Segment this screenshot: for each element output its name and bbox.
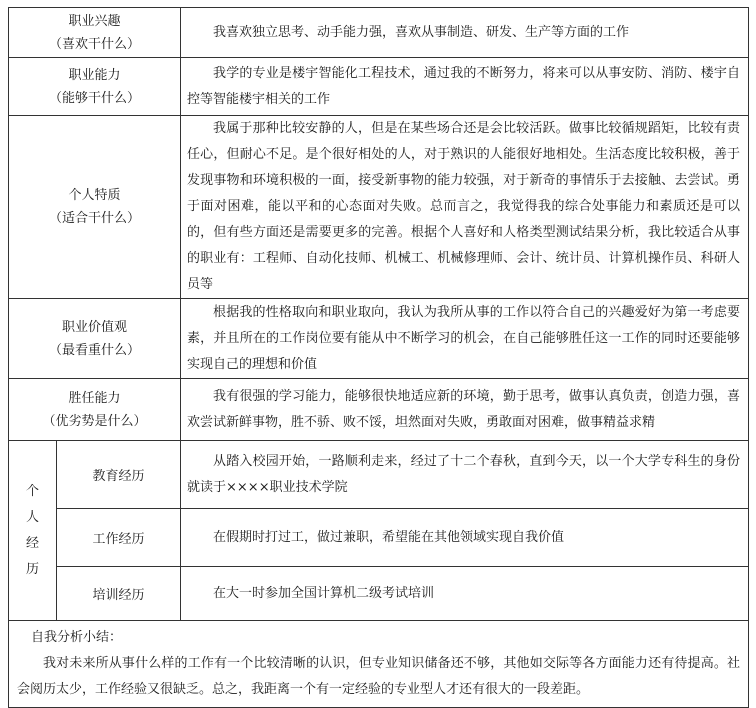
career-interest-content xyxy=(181,8,749,58)
personal-traits-sublabel: （适合干什么） xyxy=(49,211,141,226)
row-personal-traits xyxy=(9,116,749,299)
career-values-text: 根据我的性格取向和职业取向，我认为我所从事的工作以符合自己的兴趣爱好为第一考虑要素，并且所在的工作岗位要有能从中不断学习的机会，在自己能够胜任这一工作的同时还要能够实现自己的理想和价值 xyxy=(187,304,741,372)
summary-cell xyxy=(9,621,749,708)
row-summary xyxy=(9,621,749,708)
career-interest-label-cell xyxy=(9,8,181,58)
group-char-1: 个 xyxy=(25,483,39,499)
row-career-interest xyxy=(9,8,749,58)
career-values-content xyxy=(181,299,749,379)
career-ability-label-cell xyxy=(9,58,181,116)
training-label: 培训经历 xyxy=(57,567,181,621)
row-training xyxy=(9,567,749,621)
career-ability-label: 职业能力 xyxy=(68,67,121,83)
personal-experience-group-label xyxy=(9,441,57,621)
career-ability-text: 我学的专业是楼宇智能化工程技术，通过我的不断努力，将来可以从事安防、消防、楼宇自控等智能楼宇相关的工作 xyxy=(187,65,741,107)
row-competence xyxy=(9,379,749,441)
row-education xyxy=(9,441,749,509)
training-content xyxy=(181,567,749,621)
career-interest-label: 职业兴趣 xyxy=(68,13,121,29)
row-career-values xyxy=(9,299,749,379)
career-values-label: 职业价值观 xyxy=(62,319,128,335)
group-char-3: 经 xyxy=(25,535,39,551)
personal-traits-text: 我属于那种比较安静的人，但是在某些场合还是会比较活跃。做事比较循规蹈矩，比较有责任心，但耐心不足。是个很好相处的人，对于熟识的人能很好地相处。生活态度比较积极，善于发现事物和环境积极的一面，接受新事物的能力较强，对于新奇的事情乐于去接触、去尝试。勇于面对困难，能以平和的心态面对失败。总而言之，我觉得我的综合处事能力和素质还是可以的，但有些方面还是需要更多的完善。根据个人喜好和人格类型测试结果分析，我比较适合从事的职业有：工程师、自动化技师、机械工、机械修理师、会计、统计员、计算机操作员、科研人员等 xyxy=(187,121,741,292)
personal-traits-label-cell xyxy=(9,116,181,299)
competence-text: 我有很强的学习能力，能够很快地适应新的环境，勤于思考，做事认真负责，创造力强，喜欢尝试新鲜事物，胜不骄、败不馁，坦然面对失败，勇敢面对困难，做事精益求精 xyxy=(187,388,741,430)
career-ability-content xyxy=(181,58,749,116)
competence-label-cell xyxy=(9,379,181,441)
summary-title: 自我分析小结： xyxy=(31,630,123,645)
education-text: 从踏入校园开始，一路顺利走来，经过了十二个春秋，直到今天，以一个大学专科生的身份就读于××××职业技术学院 xyxy=(187,453,741,495)
education-content xyxy=(181,441,749,509)
work-text: 在假期时打过工，做过兼职，希望能在其他领域实现自我价值 xyxy=(213,529,565,545)
competence-sublabel: （优劣势是什么） xyxy=(42,413,147,429)
row-career-ability xyxy=(9,58,749,116)
education-label: 教育经历 xyxy=(57,441,181,509)
training-text: 在大一时参加全国计算机二级考试培训 xyxy=(213,585,435,601)
self-analysis-form xyxy=(8,7,748,708)
group-char-2: 人 xyxy=(25,509,39,525)
career-values-label-cell xyxy=(9,299,181,379)
summary-text: 我对未来所从事什么样的工作有一个比较清晰的认识，但专业知识储备还不够，其他如交际等各方面能力还有待提高。社会阅历太少，工作经验又很缺乏。总之，我距离一个有一定经验的专业型人才还有很大的一段差距。 xyxy=(17,656,741,697)
group-char-4: 历 xyxy=(25,561,39,577)
row-work xyxy=(9,509,749,567)
work-content xyxy=(181,509,749,567)
career-interest-text: 我喜欢独立思考、动手能力强，喜欢从事制造、研发、生产等方面的工作 xyxy=(213,24,630,40)
career-interest-sublabel: （喜欢干什么） xyxy=(49,36,141,52)
competence-content xyxy=(181,379,749,441)
competence-label: 胜任能力 xyxy=(68,390,121,406)
personal-traits-label: 个人特质 xyxy=(68,188,121,203)
career-values-sublabel: （最看重什么） xyxy=(49,342,141,358)
personal-traits-content xyxy=(181,116,749,299)
career-ability-sublabel: （能够干什么） xyxy=(49,90,141,106)
self-analysis-table xyxy=(8,7,749,708)
work-label: 工作经历 xyxy=(57,509,181,567)
